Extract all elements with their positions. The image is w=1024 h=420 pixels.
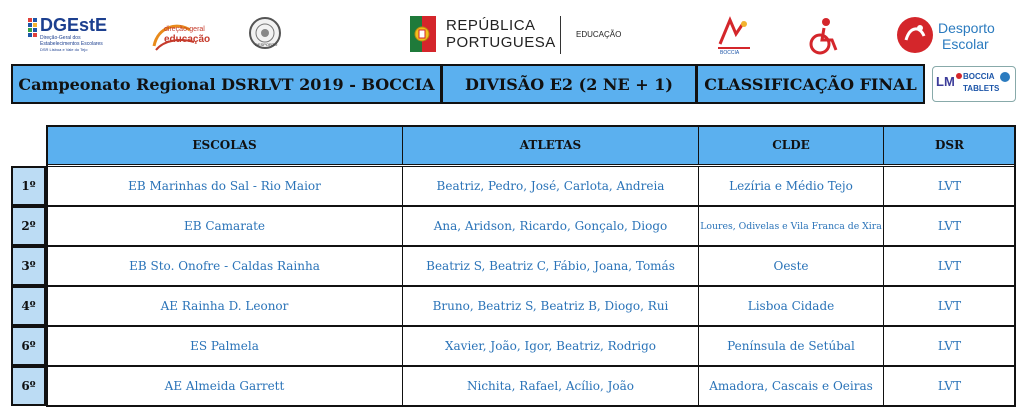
row-clde: Península de Setúbal: [698, 326, 884, 366]
row-escola: ES Palmela: [46, 326, 403, 366]
wheelchair-icon: [804, 16, 844, 56]
row-escola: AE Rainha D. Leonor: [46, 286, 403, 326]
boccia-tablets-line2: TABLETS: [963, 84, 1000, 93]
republica-logo: [410, 14, 620, 56]
col-header-clde: CLDE: [698, 125, 884, 165]
boccia-tablets-icon: [935, 70, 965, 98]
championship-title: Campeonato Regional DSRLVT 2019 - BOCCIA: [11, 64, 442, 104]
desporto-line2: Escolar: [942, 36, 989, 52]
republica-line2: PORTUGUESA: [446, 34, 556, 51]
division-title: DIVISÃO E2 (2 NE + 1): [441, 64, 697, 104]
desporto-escolar-logo: [896, 16, 1016, 58]
parasport-icon: [714, 14, 754, 56]
col-header-atletas: ATLETAS: [402, 125, 699, 165]
desporto-escolar-icon: [896, 16, 934, 54]
logo-bar: [0, 0, 1024, 62]
row-rank: 3º: [11, 246, 46, 286]
dge-line1: direção-geral: [164, 26, 205, 33]
row-rank: 2º: [11, 206, 46, 246]
row-atletas: Xavier, João, Igor, Beatriz, Rodrigo: [402, 326, 699, 366]
seal-logo: [248, 16, 282, 50]
row-escola: EB Camarate: [46, 206, 403, 246]
wheelchair-logo: [804, 16, 844, 56]
dgeste-name: DGEstE: [40, 15, 108, 35]
row-rank: 6º: [11, 366, 46, 406]
row-dsr: LVT: [883, 286, 1016, 326]
row-atletas: Beatriz S, Beatriz C, Fábio, Joana, Tomás: [402, 246, 699, 286]
republica-divider: [560, 16, 561, 54]
republica-dept: EDUCAÇÃO: [576, 30, 622, 39]
republica-line1: REPÚBLICA: [446, 17, 536, 34]
row-dsr: LVT: [883, 326, 1016, 366]
row-rank: 4º: [11, 286, 46, 326]
classification-title: CLASSIFICAÇÃO FINAL: [696, 64, 925, 104]
row-atletas: Nichita, Rafael, Acílio, João: [402, 366, 699, 406]
row-rank: 6º: [11, 326, 46, 366]
svg-text:LM: LM: [936, 74, 955, 89]
row-dsr: LVT: [883, 366, 1016, 406]
col-header-dsr: DSR: [883, 125, 1016, 165]
dgeste-sub1: Direção-Geral dos: [40, 35, 81, 41]
row-escola: EB Marinhas do Sal - Rio Maior: [46, 166, 403, 206]
parasport-logo: [714, 14, 754, 56]
desporto-line1: Desporto: [938, 20, 995, 36]
dgeste-logo: [28, 16, 148, 56]
row-atletas: Beatriz, Pedro, José, Carlota, Andreia: [402, 166, 699, 206]
row-escola: AE Almeida Garrett: [46, 366, 403, 406]
row-clde: Oeste: [698, 246, 884, 286]
row-clde: Amadora, Cascais e Oeiras: [698, 366, 884, 406]
row-clde: Lezíria e Médio Tejo: [698, 166, 884, 206]
dgeste-sub2: Estabelecimentos Escolares: [40, 41, 103, 47]
row-rank: 1º: [11, 166, 46, 206]
row-atletas: Bruno, Beatriz S, Beatriz B, Diogo, Rui: [402, 286, 699, 326]
flag-icon: [410, 14, 440, 54]
boccia-tablets-logo: [932, 66, 1016, 102]
dge-line2: educação: [164, 34, 211, 45]
row-clde: Loures, Odivelas e Vila Franca de Xira: [698, 206, 884, 246]
col-header-escolas: ESCOLAS: [46, 125, 403, 165]
ball-icon: [999, 71, 1011, 83]
row-dsr: LVT: [883, 246, 1016, 286]
row-clde: Lisboa Cidade: [698, 286, 884, 326]
seal-text: DESPORTO: [255, 42, 278, 47]
dge-logo: [150, 16, 212, 56]
row-dsr: LVT: [883, 166, 1016, 206]
boccia-tablets-line1: BOCCIA: [963, 72, 995, 81]
dgeste-sub3: DSR Lisboa e Vale do Tejo: [40, 47, 88, 52]
row-escola: EB Sto. Onofre - Caldas Rainha: [46, 246, 403, 286]
row-dsr: LVT: [883, 206, 1016, 246]
row-atletas: Ana, Aridson, Ricardo, Gonçalo, Diogo: [402, 206, 699, 246]
svg-text:BOCCIA: BOCCIA: [720, 50, 740, 56]
